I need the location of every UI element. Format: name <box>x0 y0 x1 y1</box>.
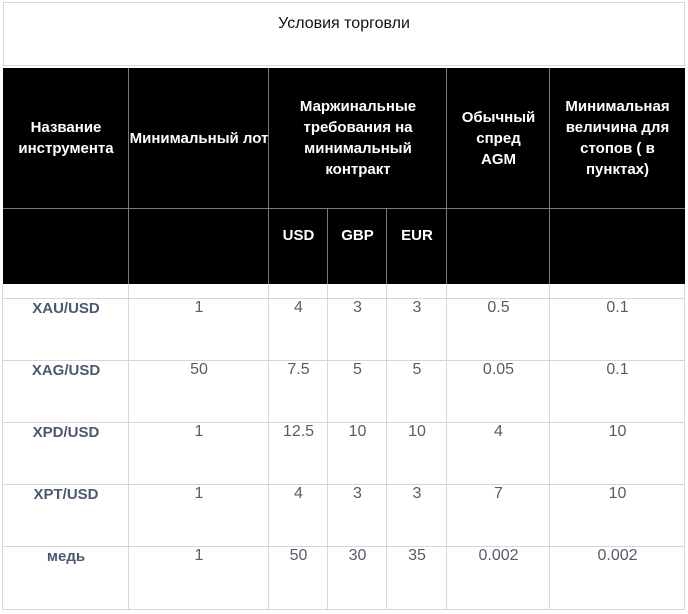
table-header <box>3 68 685 284</box>
cell-stop: 10 <box>608 485 627 502</box>
grid-line <box>128 284 129 610</box>
cell-stop: 0.1 <box>606 299 629 316</box>
cell-spread: 0.002 <box>478 547 519 564</box>
header-instrument: Название инструмента <box>18 119 114 157</box>
cell-gbp: 3 <box>353 299 362 316</box>
cell-stop: 0.1 <box>606 361 629 378</box>
grid-line <box>549 284 550 610</box>
cell-gbp: 5 <box>353 361 362 378</box>
cell-gbp: 10 <box>348 423 367 440</box>
table-title: Условия торговли <box>3 2 685 66</box>
cell-eur: 35 <box>408 547 426 564</box>
header-min-stop: Минимальная величина для стопов ( в пунктах) <box>565 98 670 178</box>
cell-eur: 10 <box>408 423 426 440</box>
header-min-lot: Минимальный лот <box>129 129 269 147</box>
header-divider <box>386 208 387 284</box>
grid-line <box>2 284 3 610</box>
instrument-name: XAU/USD <box>32 299 100 317</box>
cell-usd: 4 <box>294 299 303 316</box>
grid-line <box>3 298 685 299</box>
cell-spread: 0.5 <box>487 299 510 316</box>
cell-usd: 4 <box>294 485 303 502</box>
cell-stop: 10 <box>608 423 627 440</box>
cell-spread: 4 <box>494 423 503 440</box>
instrument-name: XAG/USD <box>31 361 101 379</box>
header-divider <box>268 68 269 284</box>
cell-spread: 0.05 <box>482 361 515 378</box>
cell-usd: 12.5 <box>282 423 315 440</box>
cell-lot: 1 <box>194 485 204 502</box>
cell-gbp: 30 <box>348 547 367 564</box>
header-gbp: GBP <box>341 227 374 244</box>
header-eur: EUR <box>401 227 433 244</box>
grid-line <box>327 284 328 610</box>
instrument-name: XPD/USD <box>32 423 100 441</box>
cell-lot: 50 <box>190 361 208 378</box>
cell-spread: 7 <box>494 485 503 502</box>
cell-usd: 50 <box>289 547 308 564</box>
grid-line <box>386 284 387 610</box>
cell-eur: 3 <box>412 485 422 502</box>
grid-line <box>3 546 685 547</box>
grid-line <box>3 484 685 485</box>
header-divider <box>128 68 129 284</box>
grid-line <box>3 360 685 361</box>
header-divider <box>327 208 328 284</box>
header-divider <box>446 68 447 284</box>
cell-eur: 3 <box>412 299 422 316</box>
cell-stop: 0.002 <box>597 547 638 564</box>
header-divider <box>3 208 685 209</box>
header-spread: Обычный спред AGM <box>461 108 536 168</box>
cell-lot: 1 <box>194 423 204 440</box>
header-divider <box>549 68 550 284</box>
grid-line <box>684 284 685 610</box>
grid-line <box>268 284 269 610</box>
cell-lot: 1 <box>194 299 204 316</box>
grid-line <box>3 609 685 610</box>
cell-gbp: 3 <box>353 485 362 502</box>
cell-lot: 1 <box>194 547 204 564</box>
grid-line <box>446 284 447 610</box>
cell-usd: 7.5 <box>287 361 310 378</box>
instrument-name: медь <box>46 547 86 565</box>
instrument-name: XPT/USD <box>33 485 99 503</box>
header-usd: USD <box>282 227 315 244</box>
cell-eur: 5 <box>412 361 422 378</box>
grid-line <box>3 422 685 423</box>
header-margin: Маржинальные требования на минимальный контракт <box>299 98 417 178</box>
